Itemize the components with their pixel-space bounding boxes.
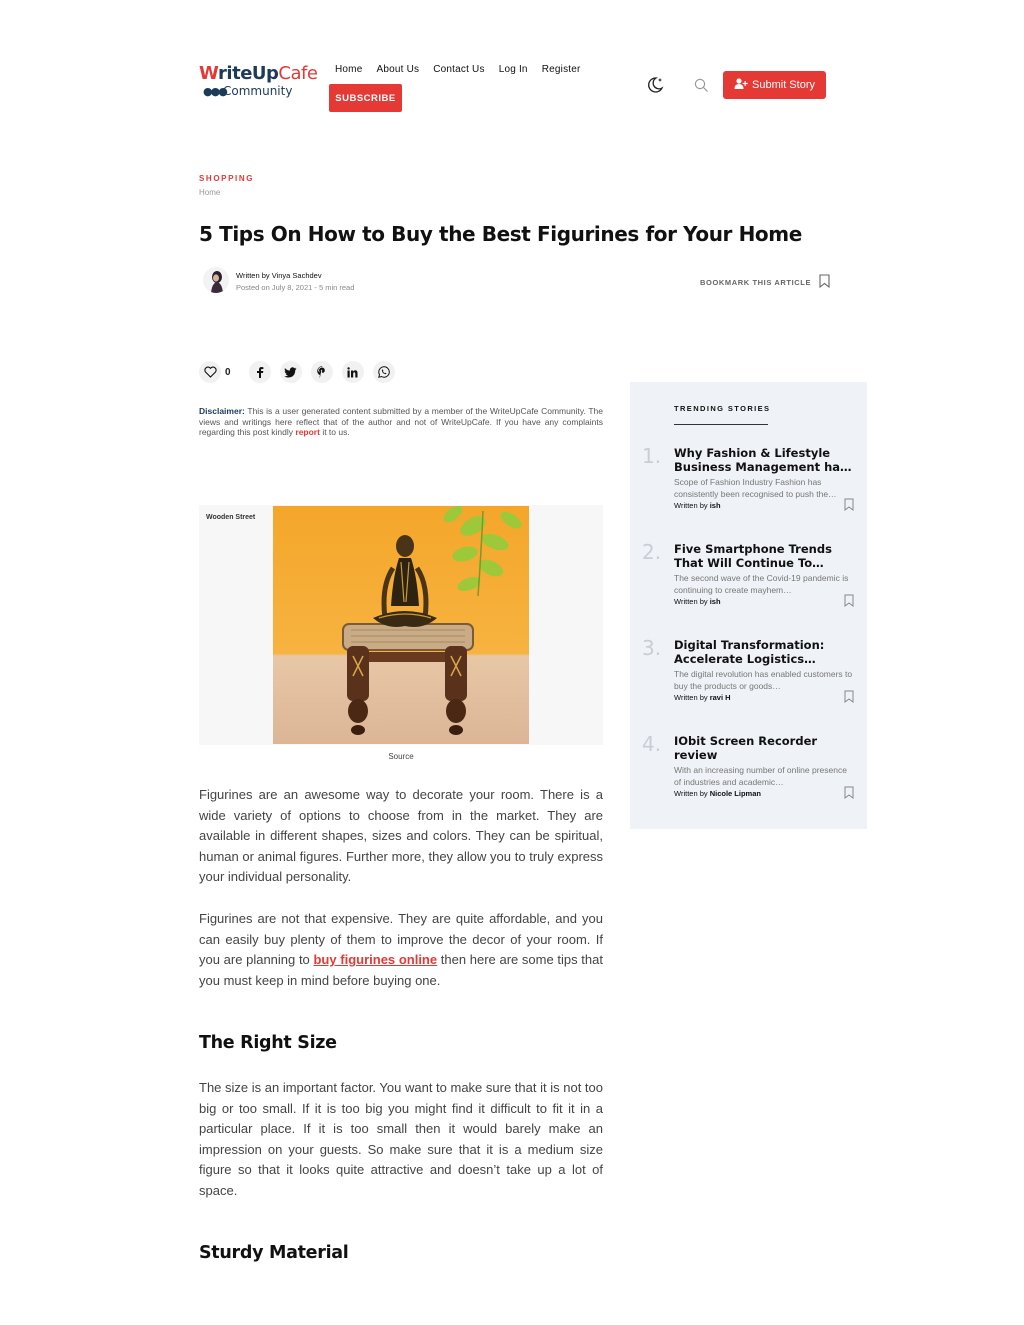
site-logo[interactable]: [199, 63, 318, 100]
author-name: ravi H: [709, 693, 731, 702]
logo-up: Up: [251, 63, 279, 84]
moon-icon[interactable]: [645, 75, 665, 95]
nav-register[interactable]: Register: [541, 64, 581, 75]
twitter-icon[interactable]: [280, 361, 302, 383]
buy-figurines-link[interactable]: buy figurines online: [313, 952, 438, 967]
trending-summary: Scope of Fashion Industry Fashion has consistently been recognised to push the…: [674, 477, 837, 499]
pinterest-icon[interactable]: [311, 361, 333, 383]
image-caption[interactable]: Source: [388, 752, 414, 761]
bookmark-icon: [819, 274, 830, 290]
trending-underline: [674, 424, 768, 425]
article-title: 5 Tips On How to Buy the Best Figurines for Your Home: [199, 222, 802, 246]
paragraph-2: [199, 909, 603, 991]
trending-item[interactable]: [630, 540, 867, 630]
trending-item[interactable]: [630, 636, 867, 726]
trending-item[interactable]: [630, 732, 867, 822]
author-prefix: Written by: [674, 501, 710, 510]
disclaimer-end: it to us.: [319, 427, 350, 437]
paragraph-1: Figurines are an awesome way to decorate your room. There is a wide variety of options to choose from in the market. They are available in different shapes, sizes and colors. They can be spiritual, human or animal figures. Further more, they allow you to truly express your individual personality.: [199, 787, 603, 884]
logo-w: W: [199, 63, 219, 84]
image-watermark: Wooden Street: [206, 514, 256, 521]
trending-number: 3.: [642, 636, 662, 660]
like-count: 0: [225, 366, 231, 378]
bookmark-label: BOOKMARK THIS ARTICLE: [700, 277, 812, 287]
trending-number: 1.: [642, 444, 662, 468]
nav-log-in[interactable]: Log In: [498, 64, 528, 75]
heading-right-size: The Right Size: [199, 1033, 337, 1053]
logo-rite: rite: [218, 63, 252, 84]
bookmark-icon[interactable]: [844, 786, 854, 799]
share-row: [199, 361, 404, 383]
linkedin-icon[interactable]: [342, 361, 364, 383]
trending-headline[interactable]: Why Fashion & Lifestyle Business Management ha…: [674, 446, 852, 474]
heart-icon[interactable]: [199, 361, 221, 383]
breadcrumb[interactable]: Home: [199, 188, 221, 197]
trending-author[interactable]: [674, 501, 721, 510]
trending-headline[interactable]: Digital Transformation: Accelerate Logistics…: [674, 638, 825, 666]
heading-sturdy-material: Sturdy Material: [199, 1243, 349, 1263]
trending-author[interactable]: [674, 597, 721, 606]
user-plus-icon: [734, 78, 748, 92]
logo-wordmark: [199, 63, 318, 84]
bookmark-icon[interactable]: [844, 498, 854, 511]
author-name: ish: [709, 501, 721, 510]
logo-community: Community: [223, 84, 293, 98]
trending-summary: With an increasing number of online presence of industries and academic…: [674, 765, 847, 787]
bookmark-icon[interactable]: [844, 690, 854, 703]
trending-item[interactable]: [630, 444, 867, 534]
nav-home[interactable]: Home: [335, 64, 363, 75]
nav-about-us[interactable]: About Us: [376, 64, 420, 75]
figurine-photo: [273, 506, 529, 744]
author-prefix: Written by: [674, 789, 710, 798]
author-prefix: Written by: [674, 693, 710, 702]
trending-summary: The second wave of the Covid-19 pandemic is continuing to create mayhem…: [674, 573, 849, 595]
bookmark-icon[interactable]: [844, 594, 854, 607]
disclaimer-text: This is a user generated content submitted by a member of the WriteUpCafe Community. The views and writings here reflect that of the author and not of WriteUpCafe. If you have any complaints regarding this post kindly: [199, 406, 603, 437]
disclaimer: [199, 406, 603, 438]
submit-story-button[interactable]: [723, 71, 826, 99]
trending-summary: The digital revolution has enabled customers to buy the products or goods…: [674, 669, 853, 691]
report-link[interactable]: report: [295, 427, 320, 437]
trending-headline[interactable]: IObit Screen Recorder review: [674, 734, 818, 762]
author-byline[interactable]: Written by Vinya Sachdev: [236, 271, 322, 280]
main-nav: [335, 64, 581, 75]
trending-sidebar: [630, 382, 867, 829]
post-date: Posted on July 8, 2021 - 5 min read: [236, 283, 355, 292]
avatar[interactable]: [203, 267, 229, 293]
author-prefix: Written by: [674, 597, 710, 606]
people-icon: ●●●: [203, 85, 226, 98]
subscribe-button[interactable]: SUBSCRIBE: [329, 84, 402, 112]
logo-subtitle: [199, 84, 311, 98]
disclaimer-label: Disclaimer:: [199, 406, 245, 416]
submit-story-label: Submit Story: [752, 79, 815, 91]
trending-author[interactable]: [674, 693, 731, 702]
paragraph-2-start: Figurines are not that expensive. They are quite affordable, and you can easily buy plenty of them to improve the decor of your room. If you are planning to: [199, 911, 603, 967]
author-name: Nicole Lipman: [709, 789, 761, 798]
trending-author[interactable]: [674, 789, 761, 798]
trending-number: 2.: [642, 540, 662, 564]
bookmark-article-button[interactable]: [700, 274, 830, 290]
trending-number: 4.: [642, 732, 662, 756]
article-image: [199, 505, 603, 745]
article-category[interactable]: SHOPPING: [199, 174, 255, 183]
paragraph-2-end: then here are some tips that you must keep in mind before buying one.: [199, 952, 603, 988]
nav-contact-us[interactable]: Contact Us: [433, 64, 485, 75]
trending-headline[interactable]: Five Smartphone Trends That Will Continue To…: [674, 542, 832, 570]
logo-cafe: Cafe: [278, 63, 318, 84]
whatsapp-icon[interactable]: [373, 361, 395, 383]
facebook-icon[interactable]: [249, 361, 271, 383]
author-name: ish: [709, 597, 721, 606]
paragraph-3: The size is an important factor. You want to make sure that it is not too big or too small. If it is too big you might find it difficult to fit it in a particular place. If it is too small then it would barely make an impression on your guests. So make sure that it is a medium size figure so that it looks quite attractive and doesn’t take up a lot of space.: [199, 1080, 603, 1198]
search-icon[interactable]: [694, 78, 709, 93]
trending-title: TRENDING STORIES: [674, 404, 771, 413]
